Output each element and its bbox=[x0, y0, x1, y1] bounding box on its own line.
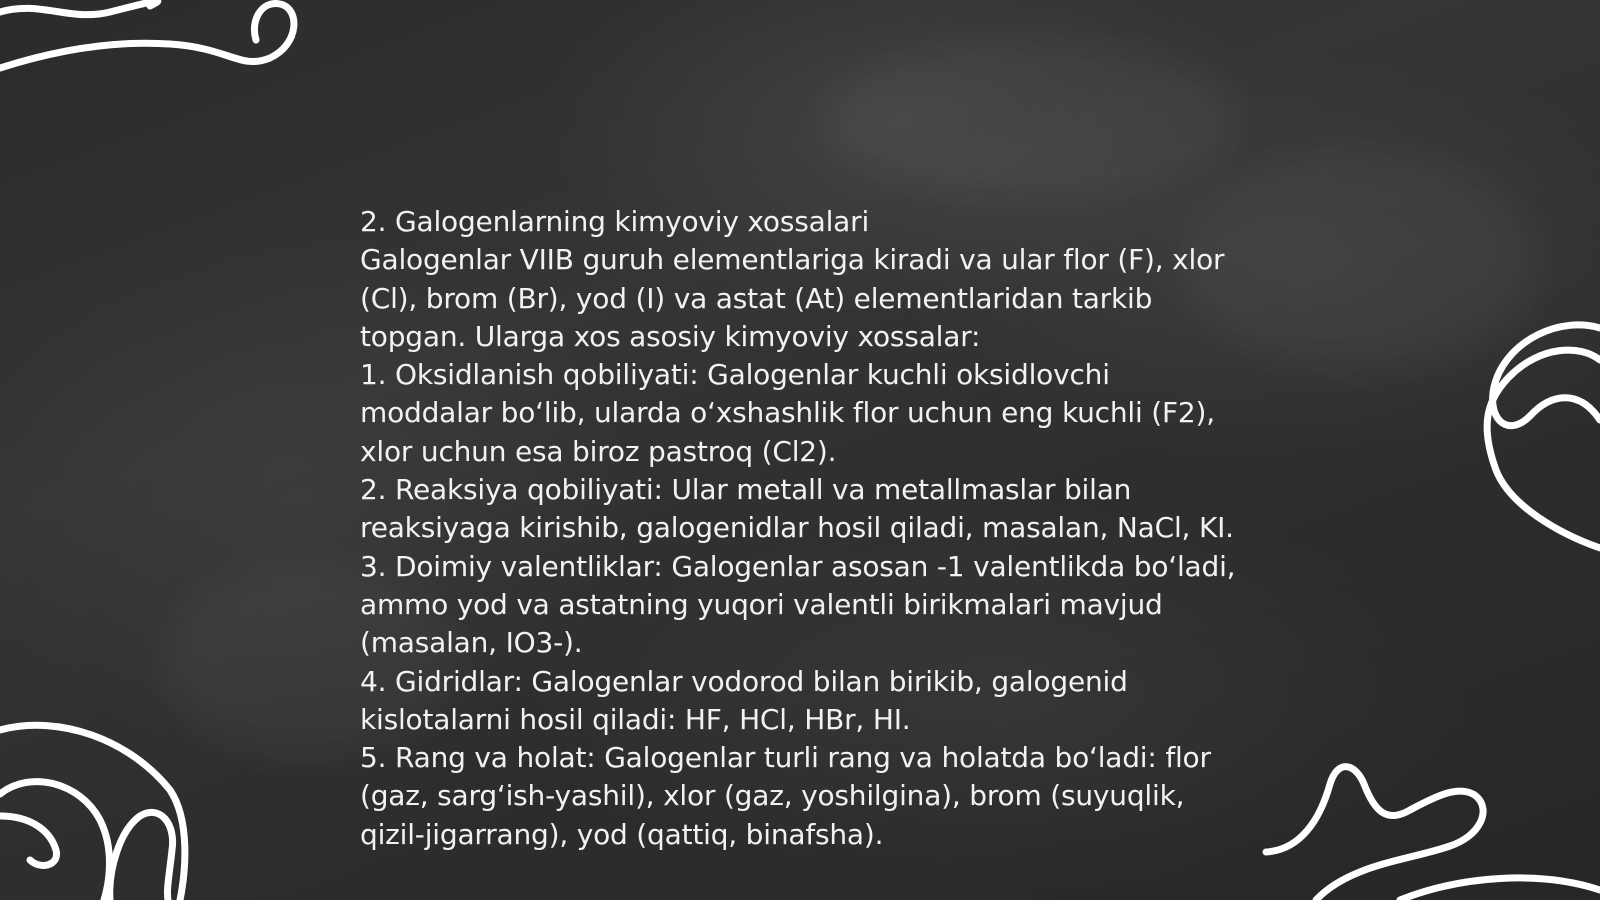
doodle-top-left bbox=[0, 0, 320, 90]
slide-body bbox=[360, 203, 1240, 854]
doodle-right-swirl bbox=[1480, 320, 1600, 560]
list-item: 3. Doimiy valentliklar: Galogenlar asosan -1 valentlikda bo‘ladi, ammo yod va astatning yuqori valentli birikmalari mavjud (masalan, IO3-). bbox=[360, 549, 1236, 660]
list-item: 4. Gidridlar: Galogenlar vodorod bilan birikib, galogenid kislotalarni hosil qiladi: HF, HCl, HBr, HI. bbox=[360, 664, 1128, 736]
list-item: 2. Reaksiya qobiliyati: Ular metall va metallmaslar bilan reaksiyaga kirishib, galogenidlar hosil qiladi, masalan, NaCl, KI. bbox=[360, 473, 1234, 545]
slide-heading: 2. Galogenlarning kimyoviy xossalari bbox=[360, 205, 870, 238]
doodle-bottom-right bbox=[1260, 760, 1600, 900]
slide-intro: Galogenlar VIIB guruh elementlariga kiradi va ular flor (F), xlor (Cl), brom (Br), yod (I) va astat (At) elementlaridan tarkib topgan. Ularga xos asosiy kimyoviy xossalar: bbox=[360, 243, 1225, 353]
chalk-smudge bbox=[820, 40, 1240, 200]
list-item: 5. Rang va holat: Galogenlar turli rang va holatda bo‘ladi: flor (gaz, sarg‘ish-yashil), xlor (gaz, yoshilgina), brom (suyuqlik, qizil-jigarrang), yod (qattiq, binafsha). bbox=[360, 741, 1211, 851]
doodle-bottom-left bbox=[0, 720, 200, 900]
list-item: 1. Oksidlanish qobiliyati: Galogenlar kuchli oksidlovchi moddalar bo‘lib, ularda o‘xshashlik flor uchun eng kuchli (F2), xlor uchun esa biroz pastroq (Cl2). bbox=[360, 358, 1215, 468]
